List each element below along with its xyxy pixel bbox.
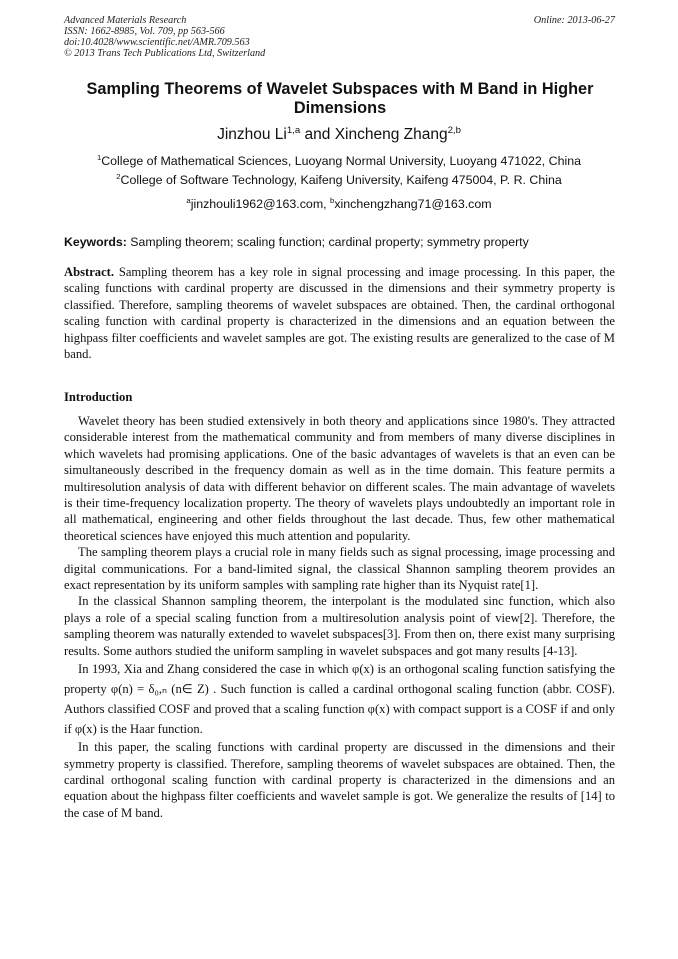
abstract-label: Abstract. [64,265,115,279]
online-date: Online: 2013-06-27 [533,15,615,26]
email-sup: a [186,196,191,205]
affiliation-text: College of Mathematical Sciences, Luoyang Normal University, Luoyang 471022, China [101,154,582,169]
author-2: Xincheng Zhang [334,126,448,144]
abstract-text: Sampling theorem has a key role in signal processing and image processing. In this paper, the scaling functions with cardinal property are discussed in the dimensions and their symmetry property is classified. Therefore, sampling theorems of wavelet subspaces are obtained. Then, the cardinal orthogonal scaling function with cardinal property is characterized in the dimensions and an equation between the highpass filter coefficients and wavelet samples are got. The existing results are generalized to the case of M band. [64,265,615,362]
author-1: Jinzhou Li [217,126,287,144]
authors [0,125,678,144]
section-heading-introduction: Introduction [64,390,133,404]
affiliation-1 [0,153,678,168]
email-sup: b [330,196,335,205]
author-2-sup: 2,b [447,125,461,136]
emails [0,196,678,211]
paragraph: In the classical Shannon sampling theorem, the interpolant is the modulated sinc function, which also plays a role of a special scaling function from a multiresolution analysis point of view[2]. Therefore, the sampling theorem was naturally extended to wavelet subspaces[3]. From then on, there exist many surprising results. Some authors studied the uniform sampling in wavelet subspaces and got many results [4-13]. [64,594,615,658]
issn: ISSN: 1662-8985, Vol. 709, pp 563-566 [64,26,225,37]
keywords-text: Sampling theorem; scaling function; cardinal property; symmetry property [126,235,529,249]
affiliation-2 [0,172,678,187]
paragraph: In this paper, the scaling functions with cardinal property are discussed in the dimensions and their symmetry property is classified. Therefore, sampling theorems of wavelet subspaces are obtained. Then, the cardinal orthogonal scaling function with cardinal property is characterized in the dimensions and an equation about the highpass filter coefficients and wavelet sample is got. We generalize the results of [14] to the case of M band. [64,740,615,820]
journal-header [64,15,265,59]
paragraph: Wavelet theory has been studied extensively in both theory and applications since 1980's. They attracted considerable interest from the mathematical community and from members of many diverse disciplines in which wavelets had promising applications. One of the basic advantages of wavelets is that an even can be simultaneously described in the frequency domain as well as in the time domain. This feature permits a multiresolution analysis of data with different behavior on different scales. The main advantage of wavelets is their time-frequency localization property. The theory of wavelets plays undoubtedly an important role in all mathematical, engineering and other fields throughout the last decade. Thus, few other mathematical theoretical sciences have enjoyed this much attention and popularity. [64,414,615,543]
keywords [64,235,529,249]
paragraph: In 1993, Xia and Zhang considered the case in which φ(x) is an orthogonal scaling function satisfying the property φ(n) = δ₀,ₙ (n∈ Z) . Such function is called a cardinal orthogonal scaling function (abbr. COSF). Authors classified COSF and proved that a scaling function φ(x) with compact support is a COSF if and only if φ(x) is the Haar function. [64,662,615,737]
email-a: jinzhouli1962@163.com, [190,197,331,212]
author-and: and [300,126,335,144]
paragraph: The sampling theorem plays a crucial role in many fields such as signal processing, image processing and digital communications. For a band-limited signal, the classical Shannon sampling theorem provides an exact representation by its uniform samples with sampling rate higher than its Nyquist rate[1]. [64,545,615,593]
email-b: xinchengzhang71@163.com [334,197,492,212]
introduction-body [64,413,615,821]
author-1-sup: 1,a [286,125,301,136]
paper-title: Sampling Theorems of Wavelet Subspaces with M Band in Higher Dimensions [86,80,594,117]
journal-name: Advanced Materials Research [64,15,187,26]
keywords-label: Keywords: [64,235,127,249]
affiliation-sup: 2 [116,172,121,181]
affiliation-text: College of Software Technology, Kaifeng University, Kaifeng 475004, P. R. China [120,173,562,188]
copyright: © 2013 Trans Tech Publications Ltd, Switzerland [64,48,266,59]
affiliation-sup: 1 [96,153,102,162]
abstract [64,264,615,362]
doi: doi:10.4028/www.scientific.net/AMR.709.563 [64,37,250,48]
